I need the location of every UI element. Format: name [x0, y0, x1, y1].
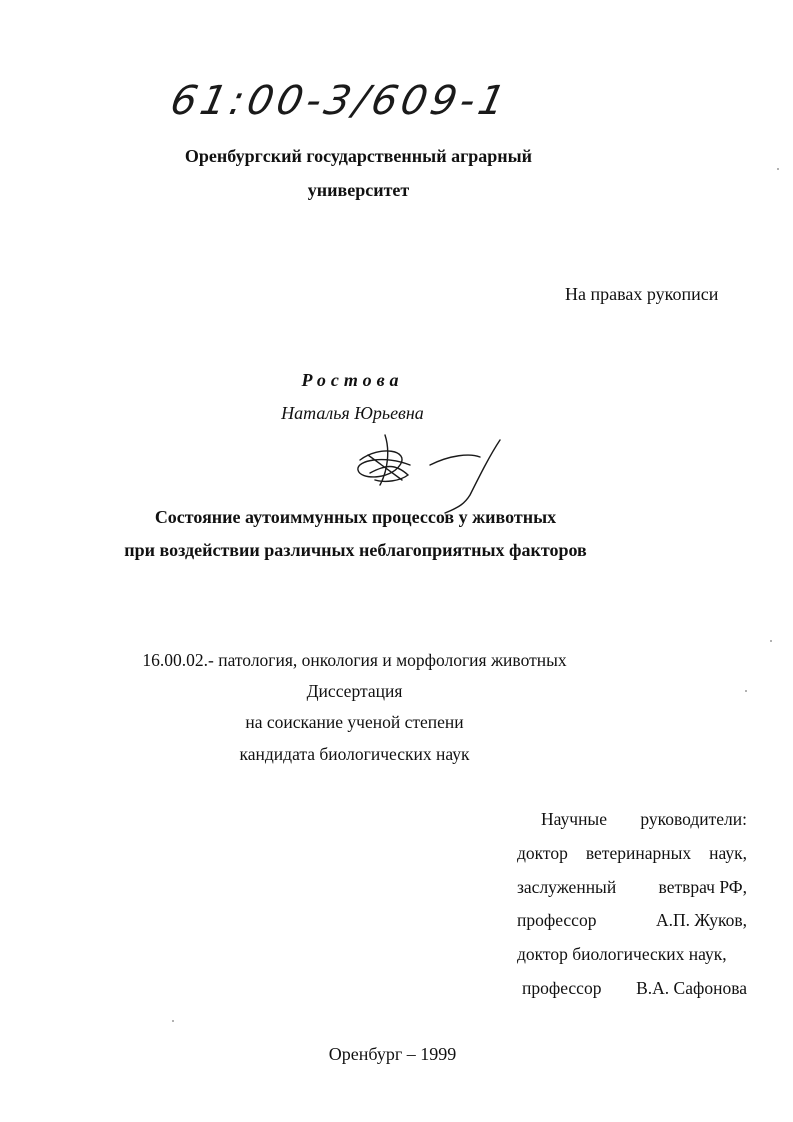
supervisor-line-1-word-3: наук, — [709, 842, 747, 863]
city-and-year: Оренбург – 1999 — [328, 1044, 457, 1064]
supervisor-line-4: доктор биологических наук, — [517, 944, 727, 965]
scan-speck — [777, 168, 779, 170]
supervisor-line-2-word-1: заслуженный — [517, 876, 617, 897]
scan-speck — [745, 690, 747, 692]
university-name-line-2: университет — [307, 180, 410, 200]
supervisor-line-3-word-1: профессор — [517, 910, 597, 931]
university-name-line-1: Оренбургский государственный аграрный — [184, 146, 533, 166]
author-given-names: Наталья Юрьевна — [281, 403, 424, 423]
signature-image — [340, 425, 510, 515]
author-surname: Ростова — [301, 370, 404, 390]
scan-speck — [770, 640, 772, 642]
supervisor-line-1-word-2: ветеринарных — [585, 842, 692, 863]
scan-speck — [172, 1020, 174, 1022]
degree-line-2: кандидата биологических наук — [239, 744, 470, 764]
supervisor-line — [517, 871, 747, 905]
supervisors-block — [517, 803, 747, 1006]
supervisor-line — [517, 837, 747, 871]
manuscript-rights-note: На правах рукописи — [565, 284, 719, 304]
supervisor-line — [517, 938, 747, 972]
handwritten-archive-number — [160, 70, 520, 140]
supervisor-line-5-word-1: профессор — [522, 977, 602, 998]
work-type: Диссертация — [306, 681, 403, 701]
supervisor-line — [517, 972, 747, 1006]
supervisors-heading-word-1: Научные — [541, 809, 607, 829]
supervisors-heading-word-2: руководители: — [640, 809, 747, 829]
supervisor-line-1-word-1: доктор — [517, 842, 568, 863]
supervisors-heading — [517, 803, 747, 837]
supervisor-line-2-word-2: ветврач РФ, — [658, 876, 747, 897]
specialty-code: 16.00.02.- патология, онкология и морфология животных — [142, 650, 567, 670]
thesis-title-line-1: Состояние аутоиммунных процессов у животных — [154, 507, 557, 527]
supervisor-line — [517, 904, 747, 938]
degree-line-1: на соискание ученой степени — [245, 712, 464, 732]
thesis-title-line-2: при воздействии различных неблагоприятных факторов — [124, 540, 587, 560]
archive-number-text: 61:00-3/609-1 — [166, 76, 514, 124]
supervisor-line-3-word-2: А.П. Жуков, — [656, 910, 747, 931]
supervisor-line-5-word-2: В.А. Сафонова — [636, 977, 747, 998]
